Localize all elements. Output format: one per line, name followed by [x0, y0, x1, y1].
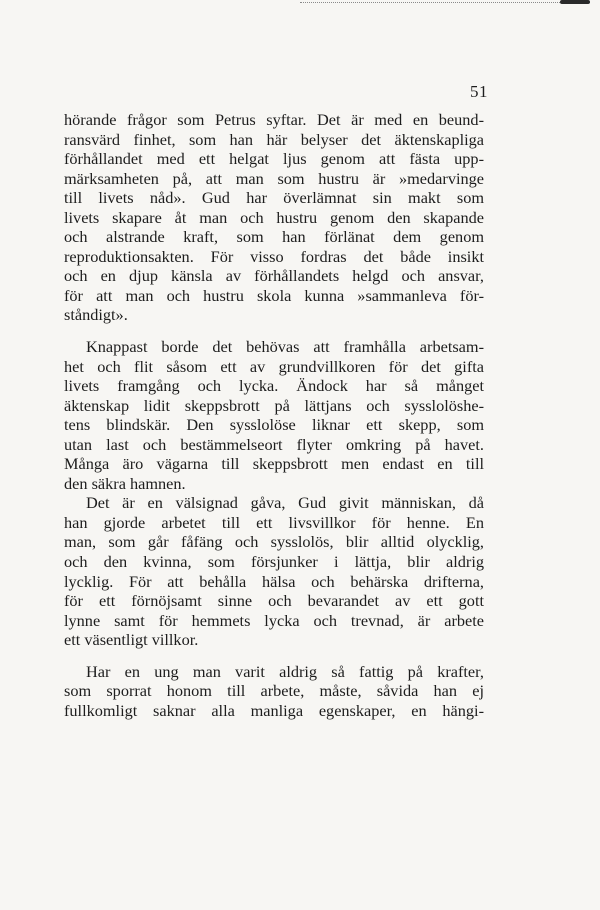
text-line: för att man och hustru skola kunna »sammanleva för-	[64, 285, 484, 305]
text-line: Många äro vägarna till skeppsbrott men endast en till	[64, 454, 484, 474]
text-line: som sporrat honom till arbete, måste, såvida han ej	[64, 681, 484, 701]
body-text	[64, 110, 484, 720]
text-line: utan last och bestämmelseort flyter omkring på havet.	[64, 434, 484, 454]
text-line: och en djup känsla av förhållandets helgd och ansvar,	[64, 266, 484, 286]
text-line: livets skapare åt man och hustru genom den skapande	[64, 207, 484, 227]
text-line: ståndigt».	[64, 305, 128, 325]
top-edge-mark	[560, 0, 590, 4]
text-line: tens blindskär. Den sysslolöse liknar ett skepp, som	[64, 415, 484, 435]
text-line: äktenskap lidit skeppsbrott på lättjans och sysslolöshe-	[64, 395, 484, 415]
text-line: ett väsentligt villkor.	[64, 630, 199, 650]
text-line: märksamheten på, att man som hustru är »medarvinge	[64, 168, 484, 188]
text-line: lycklig. För att behålla hälsa och behärska drifterna,	[64, 571, 484, 591]
paragraph	[64, 662, 484, 721]
text-line: fullkomligt saknar alla manliga egenskaper, en hängi-	[64, 700, 484, 720]
text-line: och alstrande kraft, som han förlänat dem genom	[64, 227, 484, 247]
text-line: han gjorde arbetet till ett livsvillkor för henne. En	[64, 512, 484, 532]
paragraph-gap	[64, 325, 484, 337]
paragraph	[64, 110, 484, 325]
paragraph-gap	[64, 650, 484, 662]
text-line: het och flit såsom ett av grundvillkoren för det gifta	[64, 356, 484, 376]
top-edge-rule	[300, 2, 590, 3]
text-line: den säkra hamnen.	[64, 473, 186, 493]
text-line: Knappast borde det behövas att framhålla arbetsam-	[86, 337, 484, 357]
paragraph	[64, 337, 484, 493]
text-line: reproduktionsakten. För visso fordras det både insikt	[64, 246, 484, 266]
text-line: ransvärd finhet, som han här belyser det äktenskapliga	[64, 129, 484, 149]
text-line: lynne samt för hemmets lycka och trevnad, är arbete	[64, 610, 484, 630]
text-line: till livets nåd». Gud har överlämnat sin makt som	[64, 188, 484, 208]
text-line: för ett förnöjsamt sinne och bevarandet av ett gott	[64, 591, 484, 611]
text-line: förhållandet med ett helgat ljus genom att fästa upp-	[64, 149, 484, 169]
paragraph	[64, 493, 484, 649]
page-number: 51	[470, 82, 488, 101]
text-line: hörande frågor som Petrus syftar. Det är med en beund-	[64, 110, 484, 129]
text-line: man, som går fåfäng och sysslolös, blir alltid olycklig,	[64, 532, 484, 552]
text-line: Har en ung man varit aldrig så fattig på krafter,	[86, 661, 484, 681]
text-line: Det är en välsignad gåva, Gud givit människan, då	[86, 493, 484, 513]
text-line: livets framgång och lycka. Ändock har så månget	[64, 376, 484, 396]
text-line: och den kvinna, som försjunker i lättja, blir aldrig	[64, 552, 484, 572]
